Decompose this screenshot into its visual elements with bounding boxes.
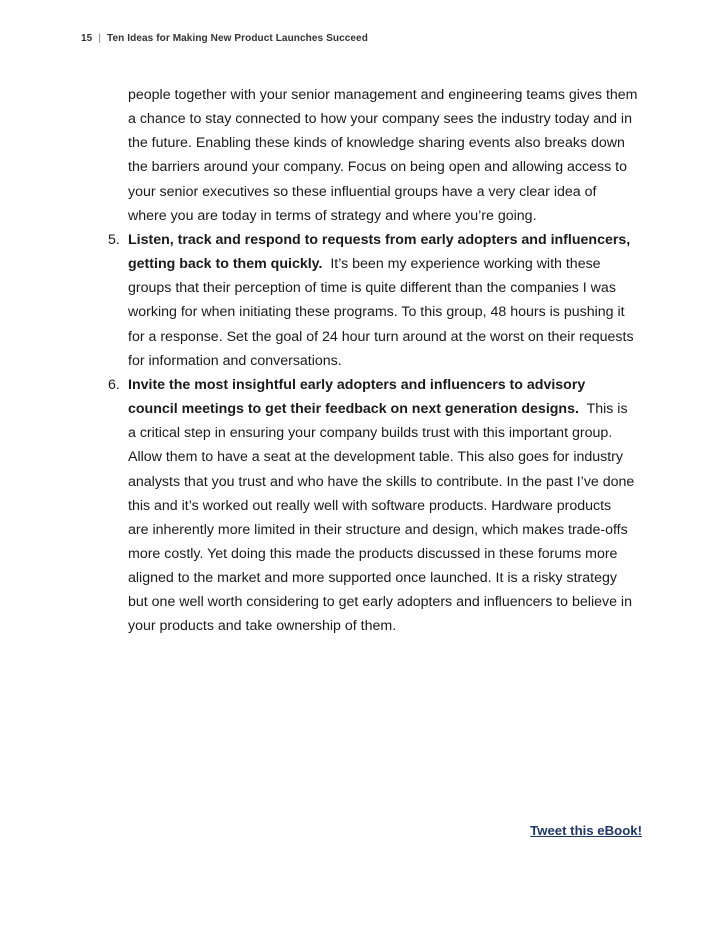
text-line: your products and take ownership of them. — [128, 618, 397, 635]
item-heading: council meetings to get their feedback on next generation designs. — [128, 401, 579, 418]
text-line: the barriers around your company. Focus on being open and allowing access to — [128, 159, 627, 176]
list-item-5 — [108, 228, 656, 373]
text-line: a critical step in ensuring your company builds trust with this important group. — [128, 425, 613, 442]
text-line — [128, 397, 656, 421]
text-line: where you are today in terms of strategy and where you’re going. — [128, 207, 537, 224]
list-number: 5. — [108, 231, 120, 248]
item-heading: Listen, track and respond to requests from early adopters and influencers, — [128, 231, 631, 248]
text-line: for information and conversations. — [128, 352, 342, 369]
text-line — [128, 228, 656, 252]
text-line: for a response. Set the goal of 24 hour turn around at the worst on their requests — [128, 328, 634, 345]
document-title: Ten Ideas for Making New Product Launches Succeed — [107, 33, 368, 44]
text-line: the future. Enabling these kinds of knowledge sharing events also breaks down — [128, 135, 625, 152]
text-line: are inherently more limited in their structure and design, which makes trade-offs — [128, 521, 628, 538]
item-heading: Invite the most insightful early adopters and influencers to advisory — [128, 376, 586, 393]
header-separator: | — [98, 33, 102, 44]
text-line: working for when initiating these programs. To this group, 48 hours is pushing it — [128, 304, 625, 321]
continuation-paragraph — [108, 83, 656, 228]
page-header — [81, 33, 368, 44]
list-item-6 — [108, 373, 656, 639]
text-line: people together with your senior management and engineering teams gives them — [128, 87, 638, 103]
text-line — [128, 252, 656, 276]
list-number: 6. — [108, 376, 120, 393]
tweet-ebook-link[interactable]: Tweet this eBook! — [530, 823, 642, 838]
text-line: analysts that you trust and who have the skills to contribute. In the past I’ve done — [128, 473, 635, 490]
text-line: groups that their perception of time is quite different than the companies I was — [128, 280, 616, 297]
text-line: but one well worth considering to get early adopters and influencers to believe in — [128, 594, 632, 611]
text-line: aligned to the market and more supported once launched. It is a risky strategy — [128, 570, 617, 587]
item-text: It’s been my experience working with these — [322, 256, 601, 273]
page-number: 15 — [81, 33, 93, 44]
item-heading: getting back to them quickly. — [128, 256, 323, 273]
text-line — [128, 373, 656, 397]
text-line: your senior executives so these influential groups have a very clear idea of — [128, 183, 597, 200]
text-line: more costly. Yet doing this made the products discussed in these forums more — [128, 545, 618, 562]
page-body — [108, 83, 656, 639]
item-text: This is — [578, 401, 628, 418]
text-line: this and it’s worked out really well with software products. Hardware products — [128, 497, 612, 514]
text-line: a chance to stay connected to how your company sees the industry today and in — [128, 111, 632, 128]
text-line: Allow them to have a seat at the development table. This also goes for industry — [128, 449, 624, 466]
